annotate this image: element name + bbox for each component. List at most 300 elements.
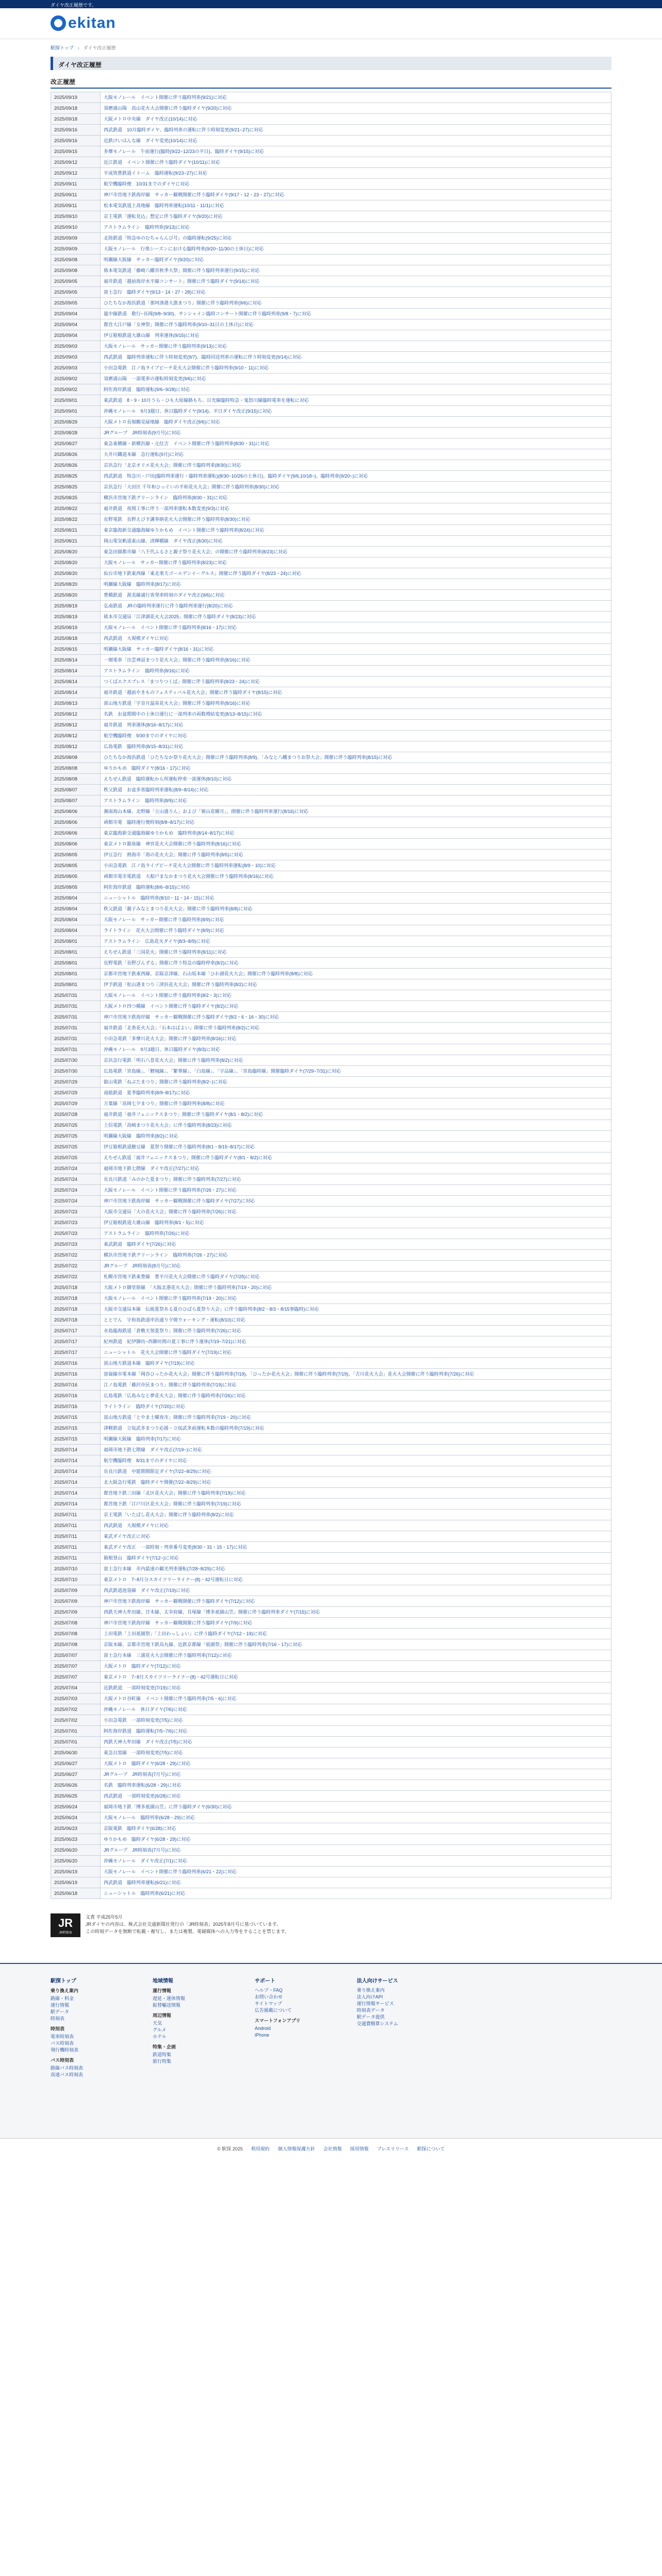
history-text: 東京臨海新交通臨海線ゆりかもめ イベント開催に伴う臨時列車(8/24)に対応	[101, 525, 611, 536]
history-date: 2025/07/02	[51, 1704, 101, 1715]
history-text: 都営地下鉄三田線「北区花火大会」開催に伴う臨時列車(7/19)に対応	[101, 1488, 611, 1499]
footer-link[interactable]: 飛行機時刻表	[51, 2047, 79, 2053]
jr-logo	[51, 1913, 80, 1937]
table-row	[51, 1823, 611, 1834]
bottom-link[interactable]: 駅探について	[417, 2146, 445, 2151]
footer-link[interactable]: グルメ	[153, 2027, 167, 2032]
history-text: 明瀬線大阪線 臨時列車(7/17)に対応	[101, 1434, 611, 1445]
history-text: 平成筑豊鉄道イトーム 臨時運転(9/23~27)に対応	[101, 168, 611, 179]
history-text: 多摩モノレール 午前運行(臨時(9/22~12/23の平日)、臨時ダイヤ(9/15)に対応	[101, 146, 611, 157]
site-footer	[0, 1963, 662, 2138]
history-date: 2025/07/29	[51, 1077, 101, 1088]
history-text: 西武鉄道 臨時列車運転(6/21)に対応	[101, 1877, 611, 1888]
history-text: 京浜急行「北京オリエ花火大会」開催に伴う臨時列車(8/30)に対応	[101, 460, 611, 471]
table-row	[51, 114, 611, 125]
history-date: 2025/09/11	[51, 179, 101, 190]
table-row	[51, 1434, 611, 1445]
history-date: 2025/09/01	[51, 395, 101, 406]
history-date: 2025/09/18	[51, 114, 101, 125]
table-row	[51, 925, 611, 936]
footer-link[interactable]: 駅データ	[51, 2009, 70, 2014]
footer-link[interactable]: 路線・料金	[51, 1996, 74, 2001]
history-table	[51, 92, 611, 1899]
history-text: 万葉線「高岡七夕まつり」開催に伴う臨時列車(8/8)に対応	[101, 1098, 611, 1109]
history-text: 大阪メトロ谷町線 イベント開催に伴う臨時列車(7/5・6)に対応	[101, 1693, 611, 1704]
footer-column-title[interactable]: 地域情報	[153, 1978, 173, 1984]
table-row	[51, 1629, 611, 1639]
table-row	[51, 1867, 611, 1877]
footer-link[interactable]: サイトマップ	[255, 2001, 283, 2006]
history-date: 2025/09/08	[51, 255, 101, 265]
history-text: 西武鉄道 臨時列車運転に伴う時刻変更(9/7)、臨時回送列車の運転に伴う時刻変更(9/14)に対応	[101, 352, 611, 363]
bottom-link[interactable]: プレスリリース	[376, 2146, 409, 2151]
history-text: 沖縄モノレール 休日ダイヤ(7/6)に対応	[101, 1704, 611, 1715]
table-row	[51, 1683, 611, 1693]
history-date: 2025/08/01	[51, 979, 101, 990]
history-text: アストラムライン 臨時列車(8/9)に対応	[101, 795, 611, 806]
history-date: 2025/09/03	[51, 341, 101, 352]
history-text: 大阪メトロ御堂筋線 「大阪北港花火大会」開催に伴う臨時列車(7/19・20)に対応	[101, 1282, 611, 1293]
table-row	[51, 1304, 611, 1315]
table-row	[51, 255, 611, 265]
footer-link[interactable]: 天気	[153, 2021, 162, 2026]
table-row	[51, 947, 611, 958]
footer-link[interactable]: Android	[255, 2026, 271, 2031]
history-text: 西武鉄道 特急川・戸田(臨時列車運行・臨時列車運転)(8/30~10/26の土休日)、臨時ダイヤ(9/6,10/18~)、臨時列車(9/20~)に対応	[101, 471, 611, 482]
history-text: 神戸市営地下鉄海岸線 サッカー観戦開催に伴う臨時ダイヤ(7/9)に対応	[101, 1618, 611, 1629]
history-date: 2025/06/24	[51, 1802, 101, 1812]
history-date: 2025/09/12	[51, 168, 101, 179]
history-text: 西武鉄道 大規模ダイヤに対応	[101, 633, 611, 644]
history-text: 福井鉄道「福井フェニックスまつり」開催に伴う臨時ダイヤ(8/1・8/2)に対応	[101, 1109, 611, 1120]
history-date: 2025/08/05	[51, 882, 101, 893]
history-text: 西武鉄道 大規模ダイヤに対応	[101, 1520, 611, 1531]
history-text: 大阪モノレール イベント開催に伴う臨時列車(8/16・17)に対応	[101, 622, 611, 633]
table-row	[51, 763, 611, 774]
history-text: 大阪モノレール サッカー開催に伴う臨時列車(9/13)に対応	[101, 341, 611, 352]
table-row	[51, 752, 611, 763]
history-date: 2025/08/19	[51, 612, 101, 622]
footer-link[interactable]: 旅行特集	[153, 2059, 172, 2064]
table-row	[51, 471, 611, 482]
table-row	[51, 1023, 611, 1033]
table-row	[51, 1196, 611, 1207]
history-date: 2025/07/31	[51, 1001, 101, 1012]
history-text: 須磨浦山陽 一部電車の運転時刻変更(9/6)に対応	[101, 374, 611, 384]
bottom-link[interactable]: 個人情報保護方針	[277, 2146, 315, 2151]
table-row	[51, 1326, 611, 1336]
footer-column	[51, 1976, 153, 2138]
table-row	[51, 1856, 611, 1867]
footer-link[interactable]: バス時刻表	[51, 2041, 74, 2046]
history-date: 2025/07/31	[51, 990, 101, 1001]
history-text: アストラムライン 臨時列車(8/16)に対応	[101, 666, 611, 676]
footer-link[interactable]: 駅データ提供	[357, 2014, 385, 2020]
footer-link[interactable]: 高速バス時刻表	[51, 2072, 84, 2077]
history-text: 小田急電鉄 江ノ島ライブビーチ花火大会開催に伴う臨時列車運転(8/9・10)に対応	[101, 860, 611, 871]
history-text: 神戸市営地下鉄海岸線 サッカー観戦開催に伴う臨時ダイヤ(7/12)に対応	[101, 1596, 611, 1607]
breadcrumb-current: ダイヤ改正履歴	[83, 45, 116, 50]
table-row	[51, 1510, 611, 1520]
history-text: 東京メトロ 7~8月分スカイツリーライナー(8)・42号運転日に対応	[101, 1574, 611, 1585]
table-row	[51, 1758, 611, 1769]
table-row	[51, 125, 611, 135]
footer-link[interactable]: お問い合わせ	[255, 1994, 283, 1999]
history-text: 大阪モノレール イベント開催に伴う臨時列車(8/2・3)に対応	[101, 990, 611, 1001]
footer-link[interactable]: iPhone	[255, 2032, 270, 2038]
history-text: 松本電気鉄道上高地線 臨時列車運転(10/11・11/1)に対応	[101, 200, 611, 211]
history-date: 2025/08/19	[51, 601, 101, 612]
table-row	[51, 1737, 611, 1748]
table-row	[51, 1618, 611, 1629]
table-row	[51, 417, 611, 428]
history-text: 都営地下鉄「江戸川区花火大会」開催に伴う臨時列車(7/19)に対応	[101, 1499, 611, 1510]
history-date: 2025/07/10	[51, 1564, 101, 1574]
history-date: 2025/07/18	[51, 1315, 101, 1326]
table-row	[51, 352, 611, 363]
history-text: 長野電鉄「長野びんずる」開催に伴う特急の臨時停車(8/2)に対応	[101, 958, 611, 969]
table-row	[51, 1088, 611, 1098]
history-text: 明瀬線大阪線 サッカー臨時ダイヤ(8/16・31)に対応	[101, 644, 611, 655]
history-date: 2025/07/16	[51, 1369, 101, 1380]
history-date: 2025/08/01	[51, 958, 101, 969]
breadcrumb-separator: ›	[77, 45, 79, 50]
history-date: 2025/07/14	[51, 1488, 101, 1499]
history-text: 大阪モノレール サッカー開催に伴う臨時列車(8/9)に対応	[101, 914, 611, 925]
footer-link[interactable]: 交通費精算システム	[357, 2021, 399, 2026]
history-text: JRグループ JR時刻表(9月号)に対応	[101, 428, 611, 438]
history-date: 2025/08/14	[51, 676, 101, 687]
history-text: 富士急行本線 三浦花火大会開催に伴う臨時列車(7/12)に対応	[101, 1650, 611, 1661]
history-date: 2025/06/23	[51, 1834, 101, 1845]
history-text: ニューシャトル 臨時列車(8/10・11・14・15)に対応	[101, 893, 611, 904]
history-date: 2025/07/07	[51, 1672, 101, 1683]
table-row	[51, 1358, 611, 1369]
history-text: 阿佐海岸鉄道 臨時運転(9/6~9/28)に対応	[101, 384, 611, 395]
footer-link[interactable]: 鉄道特集	[153, 2052, 172, 2057]
table-row	[51, 1715, 611, 1726]
table-row	[51, 363, 611, 374]
history-text: 伊豆急行 熱海市「海の花火大会」開催に伴う臨時列車(8/5)に対応	[101, 850, 611, 860]
history-text: 富士急行本線 市内最速の観光列車運転(7/28~8/29)に対応	[101, 1564, 611, 1574]
bottom-bar	[0, 2138, 662, 2159]
history-text: 岡山電気軌道東山線、清輝橋線 ダイヤ改正(8/30)に対応	[101, 536, 611, 547]
table-row	[51, 1877, 611, 1888]
table-row	[51, 1412, 611, 1423]
history-text: 沖縄モノレール 9月3週日、休日臨時ダイヤ(8/3)に対応	[101, 1044, 611, 1055]
history-text: 福井鉄道「越前海岸水平線コンサート」開催に伴う臨時ダイヤ(9/14)に対応	[101, 276, 611, 287]
footer-link[interactable]: 運行情報	[51, 2003, 70, 2008]
table-row	[51, 1423, 611, 1434]
table-row	[51, 1131, 611, 1142]
history-date: 2025/07/23	[51, 1239, 101, 1250]
history-text: 東急目黒線 一部時刻変更(7/5)に対応	[101, 1748, 611, 1758]
breadcrumb-home-link[interactable]: 駅探トップ	[51, 45, 74, 50]
table-row	[51, 1542, 611, 1553]
footer-column	[255, 1976, 357, 2138]
footer-link[interactable]: 路線バス時刻表	[51, 2065, 84, 2071]
table-row	[51, 103, 611, 114]
history-date: 2025/08/05	[51, 860, 101, 871]
history-date: 2025/06/27	[51, 1758, 101, 1769]
history-date: 2025/07/17	[51, 1326, 101, 1336]
table-row	[51, 190, 611, 200]
bottom-link[interactable]: 利用規約	[251, 2146, 270, 2151]
history-date: 2025/08/06	[51, 828, 101, 839]
table-row	[51, 1001, 611, 1012]
history-date: 2025/07/23	[51, 1228, 101, 1239]
history-date: 2025/08/21	[51, 525, 101, 536]
history-text: 豊橋鉄道 渥美線通行客発車時刻のダイヤ改正(9/6)に対応	[101, 590, 611, 601]
history-date: 2025/08/27	[51, 438, 101, 449]
history-text: 福岡市地下鉄「博多祇園山笠」に伴う臨時ダイヤ(6/30)に対応	[101, 1802, 611, 1812]
footer-link-list	[255, 1987, 357, 2014]
table-row	[51, 612, 611, 622]
history-date: 2025/09/05	[51, 276, 101, 287]
table-row	[51, 374, 611, 384]
history-date: 2025/09/05	[51, 287, 101, 298]
table-row	[51, 309, 611, 319]
table-row	[51, 1109, 611, 1120]
table-row	[51, 1845, 611, 1856]
table-row	[51, 1477, 611, 1488]
history-text: JRグループ JR時刻表(7月号)に対応	[101, 1845, 611, 1856]
history-text: 東武ダイヤ改正に対応	[101, 1531, 611, 1542]
table-row	[51, 979, 611, 990]
history-text: アストラムライン 臨時列車(9/13)に対応	[101, 222, 611, 233]
footer-link-list	[51, 2033, 153, 2054]
history-text: ニューシャトル 花火大会開催に伴う臨時ダイヤ(7/19)に対応	[101, 1347, 611, 1358]
table-row	[51, 1499, 611, 1510]
history-text: 江ノ島電鉄「藤沢市民まつり」開催に伴う臨時列車(7/19)に対応	[101, 1380, 611, 1391]
footnote-text	[86, 1913, 289, 1935]
history-date: 2025/08/01	[51, 936, 101, 947]
history-text: ニューシャトル 臨時列車(6/21)に対応	[101, 1888, 611, 1899]
table-row	[51, 1812, 611, 1823]
history-date: 2025/07/02	[51, 1715, 101, 1726]
table-row	[51, 536, 611, 547]
history-text: 富山地方鉄道「とやま土曜夜市」開催に伴う臨時列車(7/19・20)に対応	[101, 1412, 611, 1423]
table-row	[51, 731, 611, 741]
table-row	[51, 298, 611, 309]
table-row	[51, 1780, 611, 1791]
footer-link[interactable]: 法人向けAPI	[357, 1994, 383, 1999]
history-date: 2025/06/20	[51, 1845, 101, 1856]
history-date: 2025/08/12	[51, 709, 101, 720]
history-text: 阿佐海岸鉄道 臨時運転(7/5~7/6)に対応	[101, 1726, 611, 1737]
table-row	[51, 557, 611, 568]
history-date: 2025/06/20	[51, 1856, 101, 1867]
history-text: 大阪モノレール イベント開催に伴う臨時列車(7/26・27)に対応	[101, 1185, 611, 1196]
history-date: 2025/08/07	[51, 785, 101, 795]
table-row	[51, 590, 611, 601]
history-date: 2025/07/18	[51, 1304, 101, 1315]
history-text: 箱根登山 臨時ダイヤ(7/12~)に対応	[101, 1553, 611, 1564]
footer-link[interactable]: ヘルプ・FAQ	[255, 1988, 283, 1993]
table-row	[51, 871, 611, 882]
history-date: 2025/09/04	[51, 330, 101, 341]
history-text: 東急田園都市線「八千代ふるさと親子祭り花火大会」の開催に伴う臨時列車(8/23)に対応	[101, 547, 611, 557]
history-date: 2025/07/11	[51, 1510, 101, 1520]
history-text: 福岡市地下鉄七隈線 ダイヤ改正(7/19~)に対応	[101, 1445, 611, 1455]
history-text: 神戸市営地下鉄海岸線 サッカー観戦開催に伴う臨時ダイヤ(7/27)に対応	[101, 1196, 611, 1207]
footer-link[interactable]: ホテル	[153, 2034, 167, 2039]
table-row	[51, 633, 611, 644]
history-date: 2025/06/24	[51, 1812, 101, 1823]
history-date: 2025/07/08	[51, 1639, 101, 1650]
history-text: 東武鉄道 臨時ダイヤ(7/26)に対応	[101, 1239, 611, 1250]
table-row	[51, 709, 611, 720]
history-date: 2025/07/31	[51, 1033, 101, 1044]
history-text: 仙台市地下鉄東西線「東北楽天ゴールデンイーグルス」開催に伴う臨時ダイヤ(8/23・24)に対応	[101, 568, 611, 579]
history-text: 秩父鉄道 お盆多客臨時列車運転(8/9~8/14)に対応	[101, 785, 611, 795]
history-text: 西鉄天神大牟田線、甘木線、太宰府線、貝塚線「博多祇園山笠」開催に伴う臨時列車ダイヤ(7/15)に対応	[101, 1607, 611, 1618]
table-row	[51, 384, 611, 395]
history-date: 2025/08/12	[51, 720, 101, 731]
history-date: 2025/07/11	[51, 1531, 101, 1542]
history-date: 2025/08/06	[51, 806, 101, 817]
history-date: 2025/09/04	[51, 309, 101, 319]
history-date: 2025/08/19	[51, 622, 101, 633]
section-title: 改正履歴	[51, 77, 611, 89]
history-text: アストラムライン 臨時列車(7/26)に対応	[101, 1228, 611, 1239]
history-date: 2025/07/16	[51, 1391, 101, 1401]
table-row	[51, 687, 611, 698]
history-text: 福井鉄道「越前やきものフェスティバル花火大会」開催に伴う臨時ダイヤ(8/15)に対応	[101, 687, 611, 698]
table-row	[51, 92, 611, 103]
history-text: 西武鉄道 一部時刻変更(6/28)に対応	[101, 1791, 611, 1802]
table-row	[51, 1347, 611, 1358]
footer-link-list	[255, 2025, 357, 2039]
history-text: 京王電鉄「いたばし花火大会」開催に伴う臨時列車(8/2)に対応	[101, 1510, 611, 1520]
footer-column-title[interactable]: 法人向けサービス	[357, 1978, 398, 1984]
history-text: 津軽鉄道 立佞武多まつり応援・立佞武多前運転本数の臨時列車(7/19)に対応	[101, 1423, 611, 1434]
history-date: 2025/07/24	[51, 1174, 101, 1185]
history-date: 2025/07/22	[51, 1250, 101, 1261]
history-text: 函館市電市電鉄道 大船戸まなかまつり花火大会開催に伴う臨時列車(8/16)に対応	[101, 871, 611, 882]
history-date: 2025/06/25	[51, 1791, 101, 1802]
table-row	[51, 1282, 611, 1293]
history-date: 2025/07/31	[51, 1044, 101, 1055]
history-date: 2025/08/25	[51, 482, 101, 493]
table-row	[51, 1012, 611, 1023]
history-date: 2025/07/16	[51, 1380, 101, 1391]
history-date: 2025/08/04	[51, 904, 101, 914]
footer-link[interactable]: 時刻表データ	[357, 2008, 385, 2013]
table-row	[51, 179, 611, 190]
history-date: 2025/07/01	[51, 1737, 101, 1748]
table-row	[51, 525, 611, 536]
history-date: 2025/07/14	[51, 1466, 101, 1477]
history-date: 2025/07/17	[51, 1347, 101, 1358]
table-row	[51, 1704, 611, 1715]
history-date: 2025/07/29	[51, 1088, 101, 1098]
site-logo[interactable]	[51, 14, 662, 32]
footer-column-title[interactable]: 駅探トップ	[51, 1978, 76, 1984]
table-row	[51, 806, 611, 817]
history-text: 上田電鉄「上田祇園祭」「上田わっしょい」に伴う臨時ダイヤ(7/12・19)に対応	[101, 1629, 611, 1639]
history-date: 2025/07/14	[51, 1477, 101, 1488]
history-text: 大井川鐵道本線 急行運転(9月)に対応	[101, 449, 611, 460]
history-date: 2025/06/23	[51, 1823, 101, 1834]
history-text: 大阪メトロ長堀鶴見緑地線 臨時ダイヤ改正(9/6)に対応	[101, 417, 611, 428]
footer-column-title[interactable]: サポート	[255, 1978, 275, 1984]
history-text: 航空機臨時便 10/31までのダイヤに対応	[101, 179, 611, 190]
bottom-link[interactable]: 会社情報	[323, 2146, 342, 2151]
history-text: 明瀬線大阪線 臨時列車(8/17)に対応	[101, 579, 611, 590]
footnote-line: この時刻データを無断で転載・複写し、または複製、電磁媒体への入力等をすることを禁じます。	[86, 1929, 290, 1934]
history-date: 2025/07/22	[51, 1272, 101, 1282]
history-text: 阿佐海岸鉄道 臨時運転(8/6~8/15)に対応	[101, 882, 611, 893]
table-row	[51, 1401, 611, 1412]
table-row	[51, 341, 611, 352]
history-text: 東急東横線・新横浜線・元住吉 イベント開催に伴う臨時列車(8/30・31)に対応	[101, 438, 611, 449]
footer-link[interactable]: 遅延・運休情報	[153, 1996, 186, 2001]
table-row	[51, 1217, 611, 1228]
footer-link[interactable]: 広告掲載について	[255, 2008, 292, 2013]
footer-link-list	[153, 2052, 255, 2065]
history-text: 函館市電 臨時運行便時刻(8/8~8/17)に対応	[101, 817, 611, 828]
footer-link-list	[153, 1995, 255, 2009]
history-text: 札幌市営地下鉄東豊線 豊平川花火大会開催に伴う臨時ダイヤ(7/25)に対応	[101, 1272, 611, 1282]
history-text: ライトライン 臨時ダイヤ(7/20)に対応	[101, 1401, 611, 1412]
history-date: 2025/07/11	[51, 1542, 101, 1553]
footer-link[interactable]: 振替輸送情報	[153, 2003, 181, 2008]
footnote-line: 文責 平成25年5月	[86, 1914, 123, 1920]
history-text: 沖縄モノレール ダイヤ改正(7/1)に対応	[101, 1856, 611, 1867]
history-text: 沖縄モノレール 9月3週日、休日臨時ダイヤ(9/14)、平日ダイヤ改正(9/15)に対応	[101, 406, 611, 417]
table-row	[51, 904, 611, 914]
history-date: 2025/08/01	[51, 969, 101, 979]
footer-link[interactable]: 運行情報サービス	[357, 2001, 394, 2006]
table-row	[51, 428, 611, 438]
footer-link[interactable]: 乗り換え案内	[357, 1988, 385, 1993]
history-date: 2025/08/15	[51, 644, 101, 655]
bottom-link[interactable]: 採用情報	[350, 2146, 369, 2151]
history-text: 東武鉄道 8・9・10月うら・ひも大原線路もち、日光線臨時特急・鬼怒川線臨時電車を運転に対応	[101, 395, 611, 406]
history-text: 大阪メトロ 臨時ダイヤ(7/12)に対応	[101, 1661, 611, 1672]
history-date: 2025/07/11	[51, 1520, 101, 1531]
history-text: 明瀬線大阪線 サッカー臨時ダイヤ(9/20)に対応	[101, 255, 611, 265]
history-date: 2025/07/22	[51, 1261, 101, 1272]
history-date: 2025/07/18	[51, 1293, 101, 1304]
table-row	[51, 795, 611, 806]
history-text: 広島電鉄 臨時列車(8/15~8/31)に対応	[101, 741, 611, 752]
history-date: 2025/07/08	[51, 1629, 101, 1639]
history-text: 長良川鉄道「みのかた夏まつり」開催に伴う臨時列車(7/27)に対応	[101, 1174, 611, 1185]
history-date: 2025/08/20	[51, 568, 101, 579]
table-row	[51, 135, 611, 146]
footer-link[interactable]: 時刻表	[51, 2016, 65, 2021]
table-row	[51, 1726, 611, 1737]
footer-link[interactable]: 電車時刻表	[51, 2034, 74, 2039]
history-date: 2025/07/03	[51, 1693, 101, 1704]
table-row	[51, 406, 611, 417]
history-text: 広島電鉄「宮島線」、「鯉城線」、「繁華線」、「白島線」、「宇品線」、「宮島臨時線」開催臨時ダイヤ(7/29~7/31)に対応	[101, 1066, 611, 1077]
history-text: 福井鉄道 列車運休(8/16~8/17)に対応	[101, 720, 611, 731]
history-date: 2025/07/24	[51, 1163, 101, 1174]
history-text: 東武ダイヤ改正 一部時刻・列車番号変更(8/30・31・15・17)に対応	[101, 1542, 611, 1553]
table-row	[51, 460, 611, 471]
history-date: 2025/07/14	[51, 1499, 101, 1510]
history-date: 2025/08/25	[51, 493, 101, 503]
history-text: 京浜急行電鉄「明石八景花火大会」開催に伴う臨時列車(8/2)に対応	[101, 1055, 611, 1066]
history-text: 大阪モノレール サッカー開催に伴う臨時列車(8/23)に対応	[101, 557, 611, 568]
history-date: 2025/07/09	[51, 1585, 101, 1596]
table-row	[51, 1336, 611, 1347]
history-text: 大阪市交通局本線 伝統夏祭ある夏のひばら夏祭り大会」に伴う臨時列車(8/2・8/3・8/15事臨時)に対応	[101, 1304, 611, 1315]
history-text: 伊豆箱根鉄道駿豆線 夏祭り開催に伴う臨時列車(8/1・8/15~8/17)に対応	[101, 1142, 611, 1153]
